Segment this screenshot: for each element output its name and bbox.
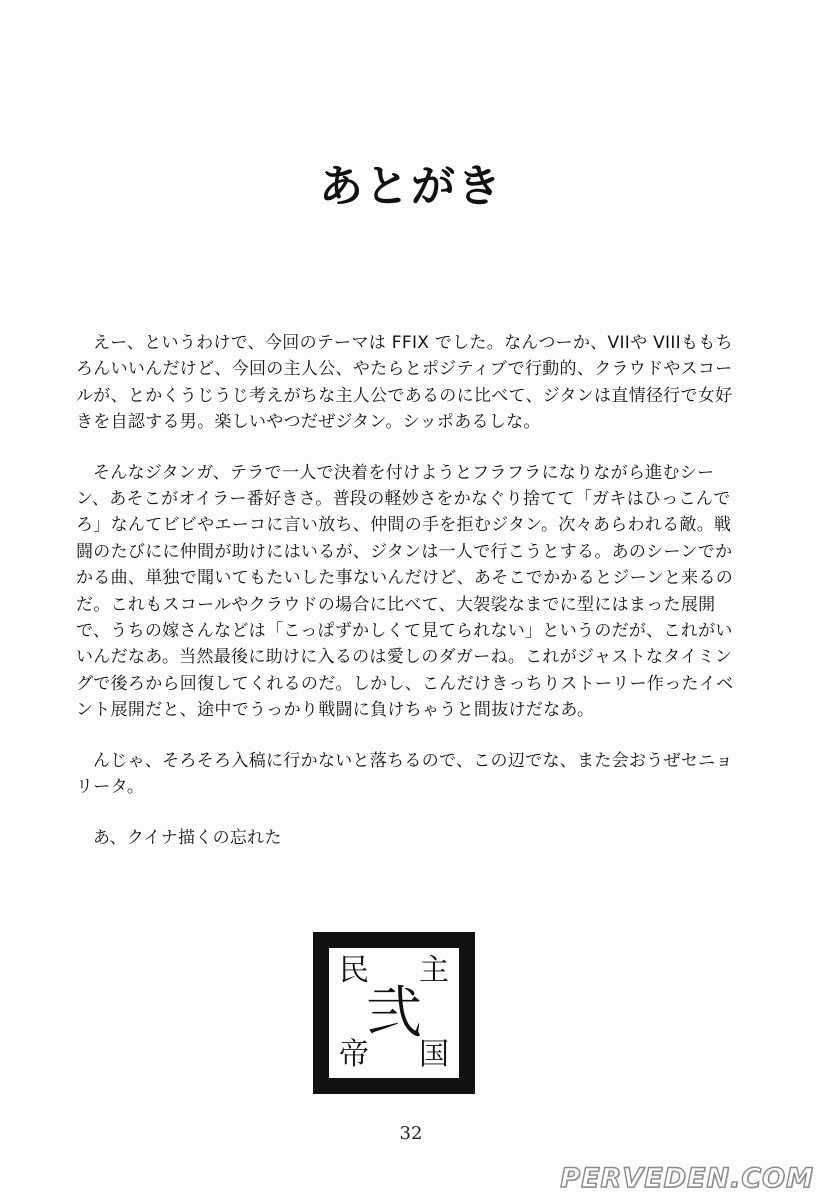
page-number: 32 xyxy=(399,1123,423,1144)
paragraph-1: えー、というわけで、今回のテーマは FFIX でした。なんつーか、VIIや VIIIももちろんいいんだけど、今回の主人公、やたらとポジティブで行動的、クラウドやスコールが、とかくうじうじ考えがちな主人公であるのに比べて、ジタンは直情径行で女好きを自認する男。楽しいやつだぜジタン。シッポあるしな。 xyxy=(76,333,733,433)
site-watermark: PERVEDEN.COM xyxy=(560,1163,814,1194)
stamp-char-top-left: 民 xyxy=(339,953,369,988)
stamp-char-bottom-left: 帝 xyxy=(339,1037,369,1072)
paragraph-4: あ、クイナ描くの忘れた xyxy=(93,827,282,848)
page-title: あとがき xyxy=(319,161,503,212)
stamp-char-center: 弐 xyxy=(366,981,422,1046)
stamp-char-top-right: 主 xyxy=(419,953,449,988)
circle-stamp-logo xyxy=(313,932,475,1094)
afterword-body xyxy=(76,330,746,875)
stamp-char-bottom-right: 国 xyxy=(419,1037,449,1072)
stamp-inner-frame xyxy=(329,948,459,1078)
paragraph-2: そんなジタンガ、テラで一人で決着を付けようとフラフラになりながら進むシーン、あそこがオイラー番好きさ。普段の軽妙さをかなぐり捨てて「ガキはひっこんでろ」なんてビビやエーコに言い放ち、仲間の手を拒むジタン。次々あらわれる敵。戦闘のたびにに仲間が助けにはいるが、ジタンは一人で行こうとする。あのシーンでかかる曲、単独で聞いてもたいした事ないんだけど、あそこでかかるとジーンと来るのだ。これもスコールやクラウドの場合に比べて、大袈裟なまでに型にはまった展開で、うちの嫁さんなどは「こっぱずかしくて見てられない」というのだが、これがいいんだなあ。当然最後に助けに入るのは愛しのダガーね。これがジャストなタイミングで後ろから回復してくれるのだ。しかし、こんだけきっちりストーリー作ったイベント展開だと、途中でうっかり戦闘に負けちゃうと間抜けだなあ。 xyxy=(76,462,734,721)
paragraph-3: んじゃ、そろそろ入稿に行かないと落ちるので、この辺でな、また会おうぜセニョリータ。 xyxy=(76,750,733,798)
